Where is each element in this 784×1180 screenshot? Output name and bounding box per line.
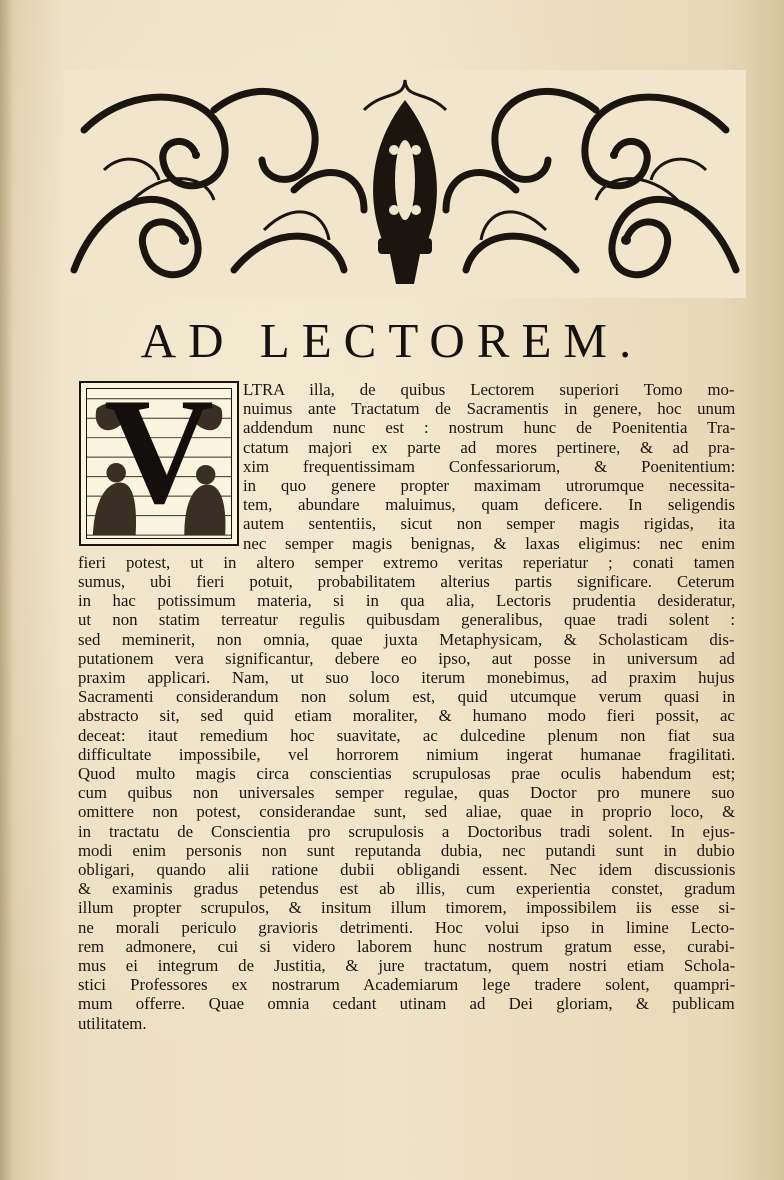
text-line: illum propter scrupulos, & insitum illum timorem, impossibilem iis esse si- (78, 898, 736, 918)
text-line: stici Professores ex nostrarum Academiarum lege tradere solent, quampri- (78, 975, 736, 995)
scroll-ornament-icon (64, 70, 746, 298)
text-line: Quod multo magis circa conscientias scrupulosas prae oculis habendum est; (78, 764, 736, 783)
text-line: sed meminerit, non omnia, quae juxta Metaphysicam, & Scholasticam dis- (78, 629, 735, 649)
text-line: difficultate impossibile, vel horrorem nimium ingerat humanae fragilitati. (78, 744, 736, 764)
text-line: LTRA illa, de quibus Lectorem superiori Tomo mo- (243, 380, 735, 399)
text-line: fieri potest, ut in altero semper extremo veritas reperiatur ; conati tamen (78, 552, 735, 572)
text-line: Sacramenti considerandum non solum est, quid utcumque verum quasi in (78, 687, 736, 707)
text-line: mum offerre. Quae omnia cedant utinam ad Dei gloriam, & publicam (78, 994, 735, 1014)
ornamental-headpiece (64, 70, 746, 298)
text-line: in hac potissimum materia, si in qua alia, Lectoris prudentia desideratur, (78, 591, 736, 611)
text-line: rem admonere, cui si videro laborem hunc nostrum gratum esse, curabi- (78, 936, 735, 956)
text-line: putationem vera significantur, debere eo ipso, aut posse in universum ad (78, 648, 735, 668)
text-line: tem, abundare maluimus, quam deficere. In seligendis (243, 495, 736, 515)
text-line: & examinis gradus petendus est ab illis, cum experientia constet, gradum (78, 879, 736, 899)
text-line: nuimus ante Tractatum de Sacramentis in genere, hoc unum (243, 399, 736, 419)
text-line: in quo genere propter maximam utrorumque necessita- (243, 476, 736, 495)
text-line: in tractatu de Conscientia pro scrupulosis a Doctoribus tradi solent. In ejus- (78, 821, 736, 841)
text-line: autem sententiis, sicut non semper magis rigidas, ita (243, 514, 736, 534)
text-line: nec semper magis benignas, & laxas eligimus: nec enim (243, 533, 736, 553)
text-line: mus ei integrum de Justitia, & jure tractatum, quem nostri etiam Schola- (78, 956, 736, 975)
page-fold-shadow (0, 0, 14, 1180)
drop-cap-woodcut (79, 381, 239, 546)
text-line: cum quibus non universales semper regulae, quas Doctor pro munere suo (78, 783, 735, 803)
text-line: ne morali periculo gravioris detrimenti. Hoc volui ipso in limine Lecto- (78, 917, 735, 937)
text-line: addendum nunc est : nostrum hunc de Poenitentia Tra- (243, 418, 736, 438)
text-line: utilitatem. (78, 1013, 147, 1033)
text-line: deceat: itaut remedium hoc suavitate, ac dulcedine plenum non fiat sua (78, 725, 735, 745)
drop-cap-letter: V (104, 388, 214, 535)
text-line: obligari, quando alii ratione dubii obligandi essent. Nec idem discussionis (78, 860, 736, 879)
page-title: AD LECTOREM. (140, 313, 644, 368)
text-line: xim frequentissimam Confessariorum, & Poenitentium: (243, 456, 736, 476)
text-line: modi enim personis non sunt reputanda dubia, nec putandi sunt in dubio (78, 840, 735, 860)
text-line: sumus, ubi fieri potuit, probabilitatem alterius partis significare. Ceterum (78, 572, 735, 591)
text-line: abstracto sit, sed quid etiam moraliter, & humano modo fieri possit, ac (78, 706, 735, 726)
text-line: praxim applicari. Nam, ut suo loco iterum monebimus, ad praxim hujus (78, 668, 735, 687)
text-line: omittere non potest, considerandae sunt, sed aliae, quae in proprio loco, & (78, 802, 736, 822)
text-line: ctatum majori ex parte ad mores pertinere, & ad pra- (243, 437, 736, 457)
text-line: ut non statim terreatur regulis quibusdam generalibus, quae tradi solent : (78, 610, 736, 630)
